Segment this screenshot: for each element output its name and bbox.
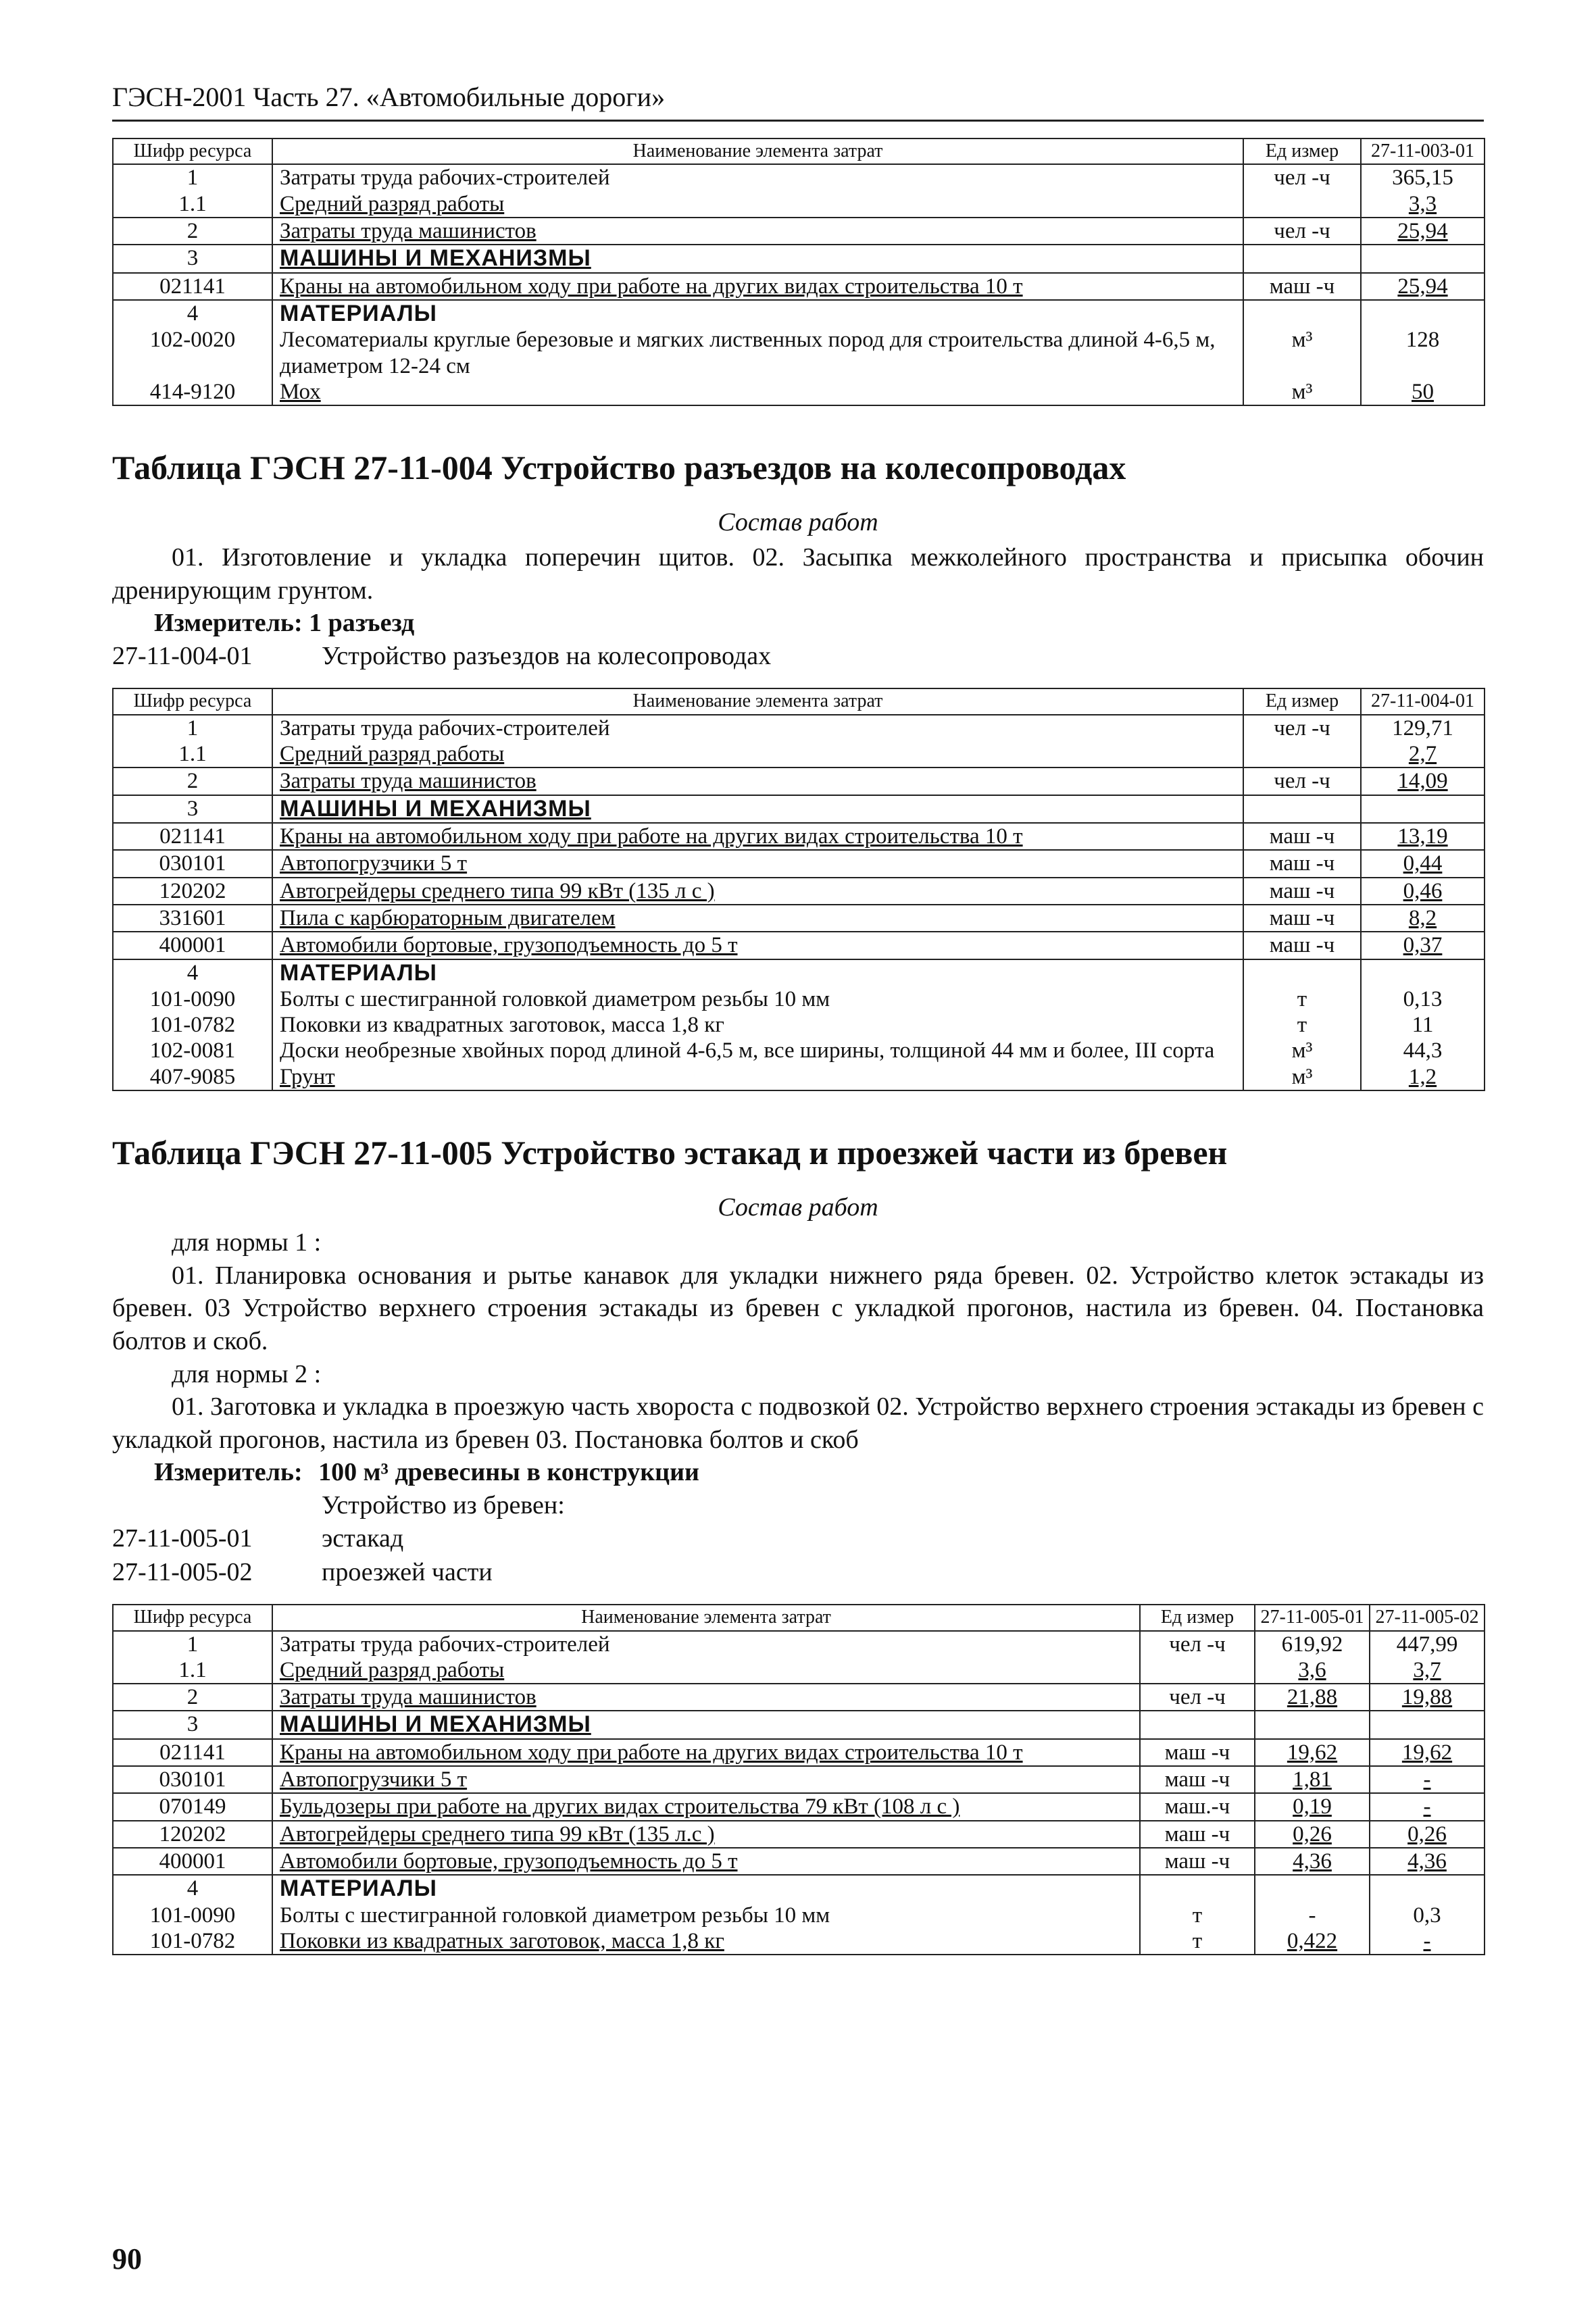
table-row	[113, 273, 1485, 300]
norm-line	[112, 640, 1484, 673]
unit-cell: маш -ч	[1243, 823, 1361, 850]
norm-value-cell: 25,94	[1361, 273, 1485, 300]
norm-value-cell: 0,26	[1370, 1821, 1485, 1848]
table-row	[113, 327, 1485, 379]
unit-cell: т	[1243, 986, 1361, 1012]
resource-table-27-11-003	[112, 138, 1485, 406]
section-header-row	[113, 1711, 1485, 1738]
resource-code-cell: 101-0782	[113, 1012, 272, 1038]
table-header-row	[113, 1605, 1485, 1630]
norm-value-cell: 13,19	[1361, 823, 1485, 850]
resource-code-cell: 102-0020	[113, 327, 272, 379]
resource-name-cell: Автопогрузчики 5 т	[272, 1766, 1140, 1793]
table-row	[113, 1821, 1485, 1848]
section-header-row	[113, 795, 1485, 823]
resource-name-cell: Затраты труда рабочих-строителей	[272, 715, 1243, 741]
resource-code-cell: 101-0782	[113, 1928, 272, 1955]
norm-value-cell: 0,44	[1361, 850, 1485, 877]
unit-cell: маш -ч	[1243, 273, 1361, 300]
section-heading-cell: МАШИНЫ И МЕХАНИЗМЫ	[272, 245, 1243, 272]
norm-value-cell: 25,94	[1361, 218, 1485, 245]
norm-name: эстакад	[322, 1524, 404, 1553]
unit-cell: маш -ч	[1243, 878, 1361, 905]
resource-code-cell: 2	[113, 768, 272, 795]
norm-value-cell	[1361, 300, 1485, 327]
resource-code-cell: 070149	[113, 1793, 272, 1820]
table-row	[113, 1038, 1485, 1063]
table-row	[113, 1739, 1485, 1766]
resource-code-cell: 120202	[113, 1821, 272, 1848]
table-row	[113, 1684, 1485, 1711]
norm-value-cell: 19,62	[1255, 1739, 1370, 1766]
col-header-code: Шифр ресурса	[113, 139, 272, 164]
table-row	[113, 1657, 1485, 1684]
resource-name-cell: Затраты труда машинистов	[272, 1684, 1140, 1711]
section-heading-cell: МАТЕРИАЛЫ	[272, 1875, 1140, 1902]
norm-value-cell	[1370, 1875, 1485, 1902]
norm-value-cell: 4,36	[1255, 1848, 1370, 1875]
section-heading-cell: МАШИНЫ И МЕХАНИЗМЫ	[272, 795, 1243, 823]
resource-code-cell: 4	[113, 300, 272, 327]
table-row	[113, 1903, 1485, 1928]
norm-value-cell: 128	[1361, 327, 1485, 379]
resource-name-cell: Автомобили бортовые, грузоподъемность до 5 т	[272, 932, 1243, 959]
table-row	[113, 932, 1485, 959]
norm-value-cell: 0,46	[1361, 878, 1485, 905]
norm-value-cell	[1361, 795, 1485, 823]
resource-name-cell: Затраты труда рабочих-строителей	[272, 164, 1243, 191]
resource-code-cell: 102-0081	[113, 1038, 272, 1063]
section-heading-cell: МАТЕРИАЛЫ	[272, 300, 1243, 327]
work-composition-label: Состав работ	[718, 1193, 878, 1222]
resource-name-cell: Мох	[272, 379, 1243, 405]
norm-value-cell: 14,09	[1361, 768, 1485, 795]
resource-code-cell: 1.1	[113, 1657, 272, 1684]
resource-name-cell: Лесоматериалы круглые березовые и мягких лиственных пород для строительства длиной 4-6,5 м, диаметром 12-24 см	[272, 327, 1243, 379]
table-row	[113, 905, 1485, 932]
resource-code-cell: 4	[113, 959, 272, 986]
resource-table-27-11-004	[112, 688, 1485, 1091]
norm-name: проезжей части	[322, 1557, 493, 1586]
section-header-row	[113, 959, 1485, 986]
col-header-norm: 27-11-004-01	[1361, 688, 1485, 714]
table-row	[113, 164, 1485, 191]
norm2-text: 01. Заготовка и укладка в проезжую часть хвороста с подвозкой 02. Устройство верхнего строения эстакады из бревен с укладкой прогонов, настила из бревен 03. Постановка болтов и скоб	[112, 1392, 1484, 1454]
norm-value-cell: 8,2	[1361, 905, 1485, 932]
norm-value-cell: 3,3	[1361, 191, 1485, 218]
norm-value-cell	[1361, 245, 1485, 272]
norm-name: Устройство разъездов на колесопроводах	[322, 642, 772, 671]
unit-cell: т	[1243, 1012, 1361, 1038]
resource-code-cell: 030101	[113, 850, 272, 877]
resource-code-cell: 021141	[113, 823, 272, 850]
group-name-line	[112, 1489, 1484, 1522]
norm-value-cell: 0,13	[1361, 986, 1485, 1012]
resource-name-cell: Затраты труда машинистов	[272, 768, 1243, 795]
col-header-norm: 27-11-005-01	[1255, 1605, 1370, 1630]
work-composition-label: Состав работ	[718, 508, 878, 537]
norm-value-cell: -	[1255, 1903, 1370, 1928]
resource-name-cell: Автомобили бортовые, грузоподъемность до 5 т	[272, 1848, 1140, 1875]
norm-value-cell: 50	[1361, 379, 1485, 405]
resource-code-cell: 1.1	[113, 191, 272, 218]
norm-value-cell: 619,92	[1255, 1631, 1370, 1657]
resource-code-cell: 407-9085	[113, 1064, 272, 1090]
resource-name-cell: Пила с карбюраторным двигателем	[272, 905, 1243, 932]
table-row	[113, 823, 1485, 850]
norm-value-cell	[1361, 959, 1485, 986]
norm-value-cell	[1255, 1875, 1370, 1902]
norm1-text: 01. Планировка основания и рытье канавок для укладки нижнего ряда бревен. 02. Устройство клеток эстакады из бревен. 03 Устройство верхнего строения эстакады из бревен с укладкой прогонов, настила из бревен. 04. Постановка болтов и скоб.	[112, 1261, 1484, 1355]
measure-unit	[154, 1456, 1484, 1489]
norm-value-cell: 1,2	[1361, 1064, 1485, 1090]
unit-cell	[1140, 1875, 1255, 1902]
unit-cell: чел -ч	[1243, 218, 1361, 245]
resource-name-cell: Средний разряд работы	[272, 191, 1243, 218]
section-header-row	[113, 300, 1485, 327]
resource-code-cell: 3	[113, 795, 272, 823]
measure-value: 100 м³ древесины в конструкции	[318, 1458, 699, 1487]
resource-code-cell: 2	[113, 1684, 272, 1711]
resource-code-cell: 030101	[113, 1766, 272, 1793]
unit-cell: м³	[1243, 379, 1361, 405]
unit-cell	[1243, 191, 1361, 218]
table-row	[113, 878, 1485, 905]
measure-unit: Измеритель: 1 разъезд	[154, 609, 415, 638]
resource-code-cell: 1	[113, 715, 272, 741]
running-header: ГЭСН-2001 Часть 27. «Автомобильные дороги»	[112, 81, 1484, 122]
col-header-name: Наименование элемента затрат	[272, 688, 1243, 714]
resource-code-cell: 4	[113, 1875, 272, 1902]
table-title-27-11-005: Таблица ГЭСН 27-11-005 Устройство эстакад и проезжей части из бревен	[112, 1134, 1228, 1172]
resource-name-cell: Средний разряд работы	[272, 741, 1243, 768]
norm-value-cell: 21,88	[1255, 1684, 1370, 1711]
norm-value-cell: 3,6	[1255, 1657, 1370, 1684]
col-header-norm: 27-11-003-01	[1361, 139, 1485, 164]
unit-cell: маш.-ч	[1140, 1793, 1255, 1820]
unit-cell: т	[1140, 1903, 1255, 1928]
resource-table-27-11-005	[112, 1604, 1485, 1955]
resource-name-cell: Грунт	[272, 1064, 1243, 1090]
norm-value-cell	[1255, 1711, 1370, 1738]
resource-name-cell: Бульдозеры при работе на других видах строительства 79 кВт (108 л с )	[272, 1793, 1140, 1820]
unit-cell: т	[1140, 1928, 1255, 1955]
resource-code-cell: 414-9120	[113, 379, 272, 405]
norm-value-cell: 1,81	[1255, 1766, 1370, 1793]
unit-cell: маш -ч	[1243, 932, 1361, 959]
resource-code-cell: 400001	[113, 1848, 272, 1875]
unit-cell: маш -ч	[1140, 1766, 1255, 1793]
table-row	[113, 191, 1485, 218]
resource-code-cell: 101-0090	[113, 986, 272, 1012]
unit-cell	[1140, 1657, 1255, 1684]
table-header-row	[113, 139, 1485, 164]
resource-code-cell: 021141	[113, 1739, 272, 1766]
unit-cell: маш -ч	[1140, 1848, 1255, 1875]
table-row	[113, 1064, 1485, 1090]
norm-value-cell: 19,62	[1370, 1739, 1485, 1766]
resource-code-cell: 1.1	[113, 741, 272, 768]
unit-cell: чел -ч	[1140, 1684, 1255, 1711]
resource-name-cell: Автогрейдеры среднего типа 99 кВт (135 л с )	[272, 878, 1243, 905]
resource-name-cell: Краны на автомобильном ходу при работе на других видах строительства 10 т	[272, 823, 1243, 850]
work-composition-text	[112, 1226, 1484, 1456]
norm-code: 27-11-004-01	[112, 642, 253, 671]
table-title-27-11-004: Таблица ГЭСН 27-11-004 Устройство разъездов на колесопроводах	[112, 449, 1126, 487]
resource-name-cell: Поковки из квадратных заготовок, масса 1,8 кг	[272, 1012, 1243, 1038]
norm-value-cell: 0,19	[1255, 1793, 1370, 1820]
resource-name-cell: Доски необрезные хвойных пород длиной 4-6,5 м, все ширины, толщиной 44 мм и более, III сорта	[272, 1038, 1243, 1063]
section-header-row	[113, 245, 1485, 272]
unit-cell	[1243, 741, 1361, 768]
norm-value-cell: 0,37	[1361, 932, 1485, 959]
norm2-label: для нормы 2 :	[172, 1359, 322, 1388]
resource-name-cell: Затраты труда машинистов	[272, 218, 1243, 245]
resource-code-cell: 101-0090	[113, 1903, 272, 1928]
resource-name-cell: Автогрейдеры среднего типа 99 кВт (135 л.с )	[272, 1821, 1140, 1848]
col-header-unit: Ед измер	[1140, 1605, 1255, 1630]
col-header-code: Шифр ресурса	[113, 688, 272, 714]
table-row	[113, 715, 1485, 741]
table-row	[113, 1848, 1485, 1875]
norm-value-cell: 447,99	[1370, 1631, 1485, 1657]
unit-cell: чел -ч	[1243, 768, 1361, 795]
col-header-unit: Ед измер	[1243, 688, 1361, 714]
table-row	[113, 1793, 1485, 1820]
unit-cell: м³	[1243, 327, 1361, 379]
norm-value-cell: 3,7	[1370, 1657, 1485, 1684]
norm-line	[112, 1522, 1484, 1555]
norm-value-cell: 11	[1361, 1012, 1485, 1038]
table-row	[113, 1928, 1485, 1955]
unit-cell: чел -ч	[1243, 715, 1361, 741]
norm-value-cell: -	[1370, 1766, 1485, 1793]
col-header-name: Наименование элемента затрат	[272, 1605, 1140, 1630]
resource-code-cell: 1	[113, 164, 272, 191]
norm-code: 27-11-005-01	[112, 1524, 253, 1553]
norm-value-cell: 365,15	[1361, 164, 1485, 191]
norm-value-cell: 4,36	[1370, 1848, 1485, 1875]
unit-cell: маш -ч	[1243, 905, 1361, 932]
resource-name-cell: Краны на автомобильном ходу при работе на других видах строительства 10 т	[272, 273, 1243, 300]
unit-cell	[1243, 300, 1361, 327]
norm1-label: для нормы 1 :	[172, 1228, 322, 1257]
unit-cell: маш -ч	[1140, 1739, 1255, 1766]
section-heading-cell: МАШИНЫ И МЕХАНИЗМЫ	[272, 1711, 1140, 1738]
norm-value-cell: -	[1370, 1928, 1485, 1955]
table-row	[113, 1631, 1485, 1657]
measure-label: Измеритель:	[154, 1458, 303, 1487]
col-header-code: Шифр ресурса	[113, 1605, 272, 1630]
unit-cell: маш -ч	[1140, 1821, 1255, 1848]
resource-code-cell: 3	[113, 1711, 272, 1738]
norm-line	[112, 1556, 1484, 1589]
work-composition-text	[112, 541, 1484, 607]
resource-name-cell: Поковки из квадратных заготовок, масса 1,8 кг	[272, 1928, 1140, 1955]
unit-cell: м³	[1243, 1064, 1361, 1090]
table-row	[113, 218, 1485, 245]
norm-value-cell	[1370, 1711, 1485, 1738]
norm-value-cell: 44,3	[1361, 1038, 1485, 1063]
unit-cell: м³	[1243, 1038, 1361, 1063]
unit-cell	[1243, 959, 1361, 986]
col-header-unit: Ед измер	[1243, 139, 1361, 164]
unit-cell	[1140, 1711, 1255, 1738]
table-row	[113, 850, 1485, 877]
unit-cell: маш -ч	[1243, 850, 1361, 877]
resource-code-cell: 2	[113, 218, 272, 245]
resource-code-cell: 400001	[113, 932, 272, 959]
resource-code-cell: 1	[113, 1631, 272, 1657]
resource-code-cell: 120202	[113, 878, 272, 905]
group-name: Устройство из бревен:	[322, 1491, 565, 1519]
resource-name-cell: Затраты труда рабочих-строителей	[272, 1631, 1140, 1657]
section-heading-cell: МАТЕРИАЛЫ	[272, 959, 1243, 986]
page-number: 90	[112, 2242, 142, 2275]
norm-value-cell: 0,422	[1255, 1928, 1370, 1955]
unit-cell: чел -ч	[1243, 164, 1361, 191]
resource-name-cell: Краны на автомобильном ходу при работе на других видах строительства 10 т	[272, 1739, 1140, 1766]
resource-code-cell: 021141	[113, 273, 272, 300]
resource-code-cell: 331601	[113, 905, 272, 932]
section-header-row	[113, 1875, 1485, 1902]
table-row	[113, 986, 1485, 1012]
table-row	[113, 768, 1485, 795]
table-row	[113, 1766, 1485, 1793]
table-row	[113, 1012, 1485, 1038]
unit-cell	[1243, 795, 1361, 823]
document-page	[112, 81, 1484, 1955]
resource-name-cell: Болты с шестигранной головкой диаметром резьбы 10 мм	[272, 1903, 1140, 1928]
norm-value-cell: 129,71	[1361, 715, 1485, 741]
resource-code-cell: 3	[113, 245, 272, 272]
norm-value-cell: -	[1370, 1793, 1485, 1820]
unit-cell	[1243, 245, 1361, 272]
norm-value-cell: 2,7	[1361, 741, 1485, 768]
norm-value-cell: 0,26	[1255, 1821, 1370, 1848]
col-header-norm: 27-11-005-02	[1370, 1605, 1485, 1630]
col-header-name: Наименование элемента затрат	[272, 139, 1243, 164]
table-header-row	[113, 688, 1485, 714]
resource-name-cell: Средний разряд работы	[272, 1657, 1140, 1684]
work-composition-paragraph: 01. Изготовление и укладка поперечин щитов. 02. Засыпка межколейного пространства и присыпка обочин дренирующим грунтом.	[112, 543, 1484, 605]
resource-name-cell: Автопогрузчики 5 т	[272, 850, 1243, 877]
table-row	[113, 741, 1485, 768]
norm-value-cell: 19,88	[1370, 1684, 1485, 1711]
norm-value-cell: 0,3	[1370, 1903, 1485, 1928]
resource-name-cell: Болты с шестигранной головкой диаметром резьбы 10 мм	[272, 986, 1243, 1012]
norm-code: 27-11-005-02	[112, 1557, 253, 1586]
table-row	[113, 379, 1485, 405]
unit-cell: чел -ч	[1140, 1631, 1255, 1657]
